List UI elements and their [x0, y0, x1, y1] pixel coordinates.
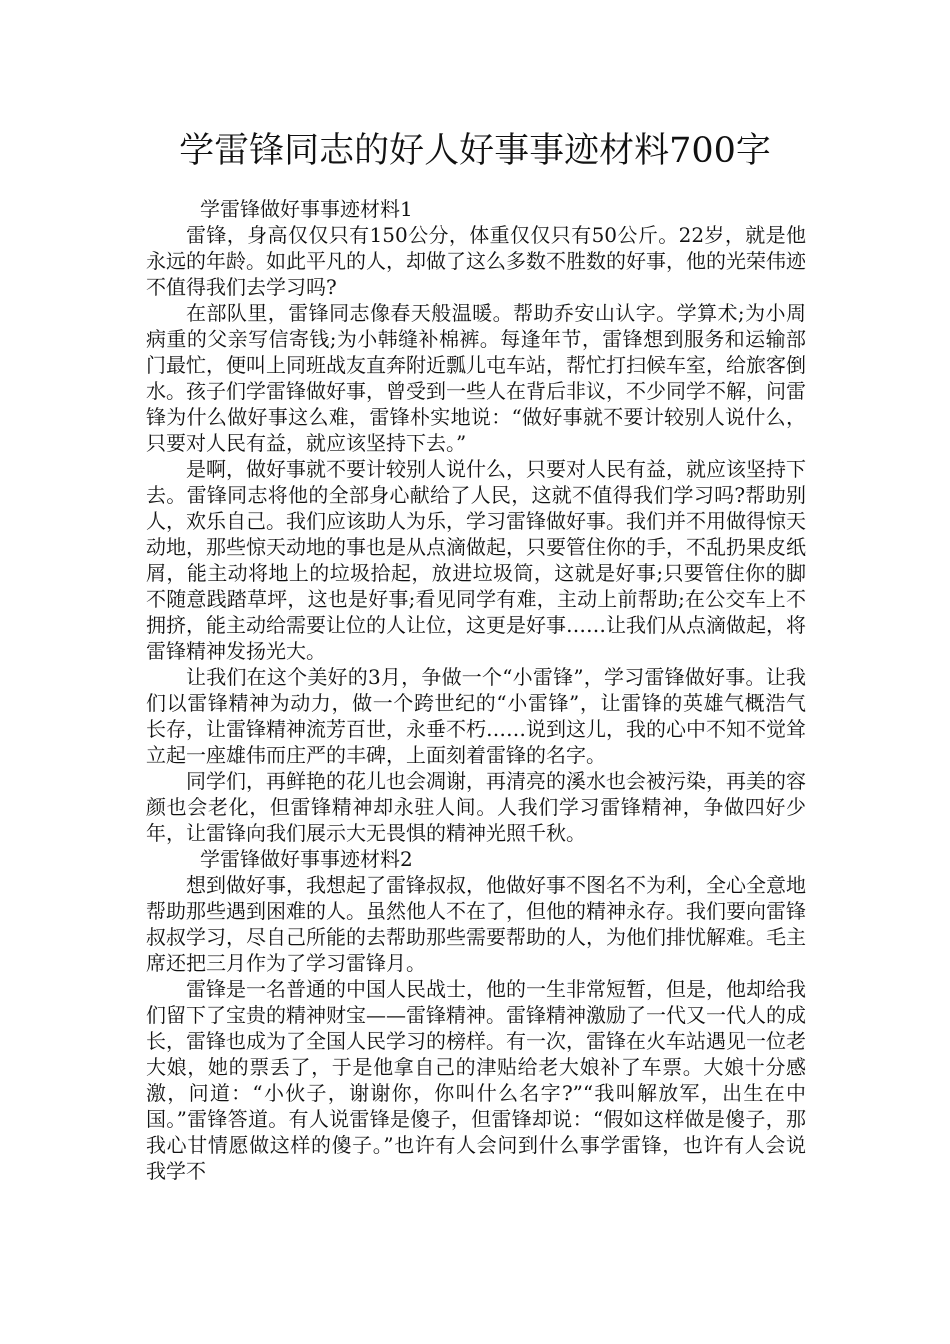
paragraph: 雷锋，身高仅仅只有150公分，体重仅仅只有50公斤。22岁，就是他永远的年龄。如此平凡的人，却做了这么多数不胜数的好事，他的光荣伟迹不值得我们去学习吗? [146, 223, 806, 299]
paragraph: 想到做好事，我想起了雷锋叔叔，他做好事不图名不为利，全心全意地帮助那些遇到困难的人。虽然他人不在了，但他的精神永存。我们要向雷锋叔叔学习，尽自己所能的去帮助那些需要帮助的人，为他们排忧解难。毛主席还把三月作为了学习雷锋月。 [146, 873, 806, 975]
section-heading: 学雷锋做好事事迹材料2 [200, 847, 413, 871]
paragraph: 在部队里，雷锋同志像春天般温暖。帮助乔安山认字。学算术;为小周病重的父亲写信寄钱;为小韩缝补棉裤。每逢年节，雷锋想到服务和运输部门最忙，便叫上同班战友直奔附近瓢儿屯车站，帮忙打扫候车室，给旅客倒水。孩子们学雷锋做好事，曾受到一些人在背后非议，不少同学不解，问雷锋为什么做好事这么难，雷锋朴实地说：“做好事就不要计较别人说什么，只要对人民有益，就应该坚持下去。” [146, 301, 806, 455]
section-heading: 学雷锋做好事事迹材料1 [200, 197, 413, 221]
paragraph: 雷锋是一名普通的中国人民战士，他的一生非常短暂，但是，他却给我们留下了宝贵的精神财宝——雷锋精神。雷锋精神激励了一代又一代人的成长，雷锋也成为了全国人民学习的榜样。有一次，雷锋在火车站遇见一位老大娘，她的票丢了，于是他拿自己的津贴给老大娘补了车票。大娘十分感激，问道：“小伙子，谢谢你，你叫什么名字?”“我叫解放军，出生在中国。”雷锋答道。有人说雷锋是傻子，但雷锋却说：“假如这样做是傻子，那我心甘情愿做这样的傻子。”也许有人会问到什么事学雷锋，也许有人会说我学不 [146, 977, 806, 1183]
document-title: 学雷锋同志的好人好事事迹材料700字 [179, 131, 771, 171]
paragraph: 是啊，做好事就不要计较别人说什么，只要对人民有益，就应该坚持下去。雷锋同志将他的全部身心献给了人民，这就不值得我们学习吗?帮助别人，欢乐自己。我们应该助人为乐，学习雷锋做好事。我们并不用做得惊天动地，那些惊天动地的事也是从点滴做起，只要管住你的手，不乱扔果皮纸屑，能主动将地上的垃圾拾起，放进垃圾筒，这就是好事;只要管住你的脚不随意践踏草坪，这也是好事;看见同学有难，主动上前帮助;在公交车上不拥挤，能主动给需要让位的人让位，这更是好事……让我们从点滴做起，将雷锋精神发扬光大。 [146, 457, 806, 663]
document-body [146, 196, 806, 1184]
paragraph: 让我们在这个美好的3月，争做一个“小雷锋”，学习雷锋做好事。让我们以雷锋精神为动力，做一个跨世纪的“小雷锋”，让雷锋的英雄气概浩气长存，让雷锋精神流芳百世，永垂不朽……说到这儿，我的心中不知不觉耸立起一座雄伟而庄严的丰碑，上面刻着雷锋的名字。 [146, 665, 806, 767]
paragraph: 同学们，再鲜艳的花儿也会凋谢，再清亮的溪水也会被污染，再美的容颜也会老化，但雷锋精神却永驻人间。人我们学习雷锋精神，争做四好少年，让雷锋向我们展示大无畏惧的精神光照千秋。 [146, 769, 806, 845]
